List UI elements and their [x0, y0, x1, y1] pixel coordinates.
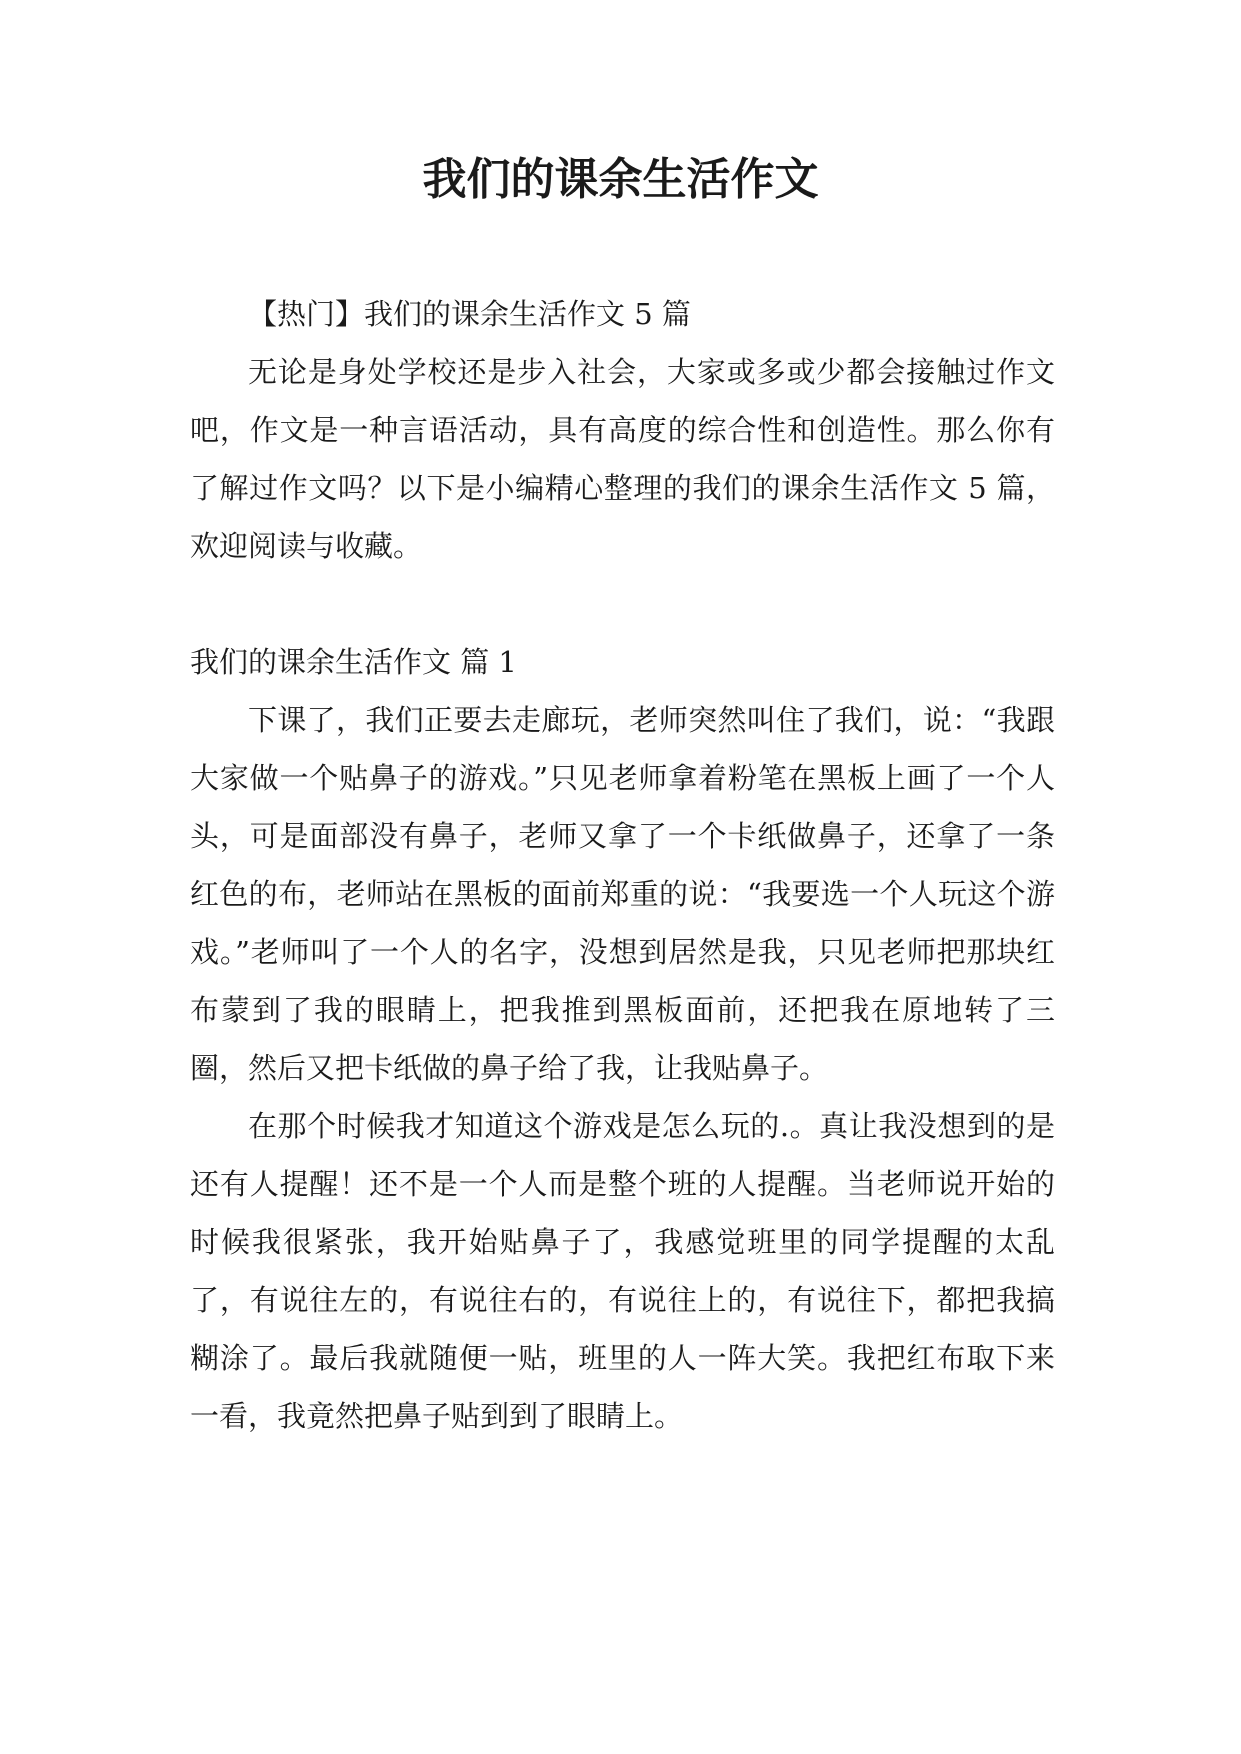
body-paragraph: 下课了，我们正要去走廊玩，老师突然叫住了我们，说：“我跟大家做一个贴鼻子的游戏。”只见老师拿着粉笔在黑板上画了一个人头，可是面部没有鼻子，老师又拿了一个卡纸做鼻子，还拿了一条红色的布，老师站在黑板的面前郑重的说：“我要选一个人玩这个游戏。”老师叫了一个人的名字，没想到居然是我，只见老师把那块红布蒙到了我的眼睛上，把我推到黑板面前，还把我在原地转了三圈，然后又把卡纸做的鼻子给了我，让我贴鼻子。: [190, 703, 1055, 1085]
document-title: 我们的课余生活作文: [422, 154, 819, 205]
subtitle-line: 【热门】我们的课余生活作文 5 篇: [248, 297, 691, 331]
section-heading: 我们的课余生活作文 篇 1: [190, 645, 517, 679]
document-body: [190, 285, 1055, 1445]
intro-paragraph: 无论是身处学校还是步入社会，大家或多或少都会接触过作文吧，作文是一种言语活动，具有高度的综合性和创造性。那么你有了解过作文吗？以下是小编精心整理的我们的课余生活作文 5 篇，欢迎阅读与收藏。: [190, 355, 1055, 563]
body-paragraph: 在那个时候我才知道这个游戏是怎么玩的.。真让我没想到的是还有人提醒！还不是一个人而是整个班的人提醒。当老师说开始的时候我很紧张，我开始贴鼻子了，我感觉班里的同学提醒的太乱了，有说往左的，有说往右的，有说往上的，有说往下，都把我搞糊涂了。最后我就随便一贴，班里的人一阵大笑。我把红布取下来一看，我竟然把鼻子贴到到了眼睛上。: [190, 1109, 1055, 1433]
